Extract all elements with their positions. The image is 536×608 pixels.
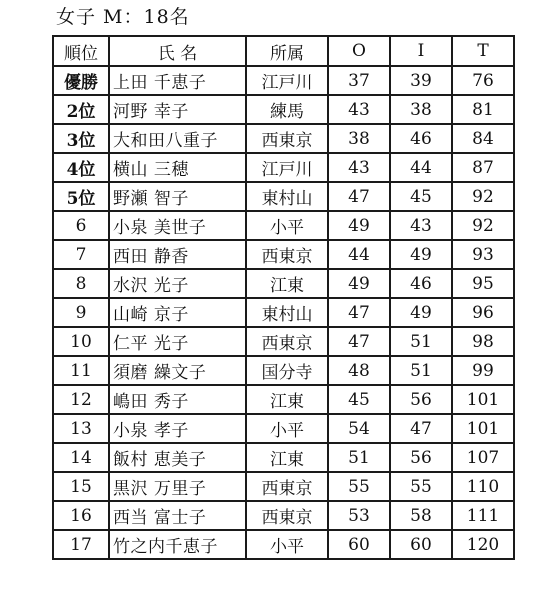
total-score-cell: 93 (452, 240, 514, 269)
club-cell: 西東京 (246, 240, 328, 269)
column-header-name: 氏 名 (109, 36, 246, 66)
table-header (53, 36, 514, 66)
table-row (53, 501, 514, 530)
in-score-cell: 51 (390, 356, 452, 385)
table-row (53, 124, 514, 153)
club-cell: 西東京 (246, 124, 328, 153)
rank-cell: 7 (53, 240, 109, 269)
table-row (53, 385, 514, 414)
rank-cell: 11 (53, 356, 109, 385)
table-row (53, 269, 514, 298)
total-score-cell: 99 (452, 356, 514, 385)
column-header-club: 所属 (246, 36, 328, 66)
table-body (53, 66, 514, 559)
club-cell: 江東 (246, 269, 328, 298)
name-cell: 飯村 恵美子 (109, 443, 246, 472)
rank-cell: 4位 (53, 153, 109, 182)
in-score-cell: 49 (390, 240, 452, 269)
in-score-cell: 46 (390, 269, 452, 298)
name-cell: 須磨 繰文子 (109, 356, 246, 385)
club-cell: 小平 (246, 211, 328, 240)
table-row (53, 327, 514, 356)
in-score-cell: 43 (390, 211, 452, 240)
table-row (53, 66, 514, 95)
table-row (53, 356, 514, 385)
club-cell: 江戸川 (246, 153, 328, 182)
table-row (53, 414, 514, 443)
rank-cell: 13 (53, 414, 109, 443)
club-cell: 江東 (246, 443, 328, 472)
rank-cell: 9 (53, 298, 109, 327)
total-score-cell: 76 (452, 66, 514, 95)
in-score-cell: 55 (390, 472, 452, 501)
club-cell: 東村山 (246, 298, 328, 327)
name-cell: 上田 千恵子 (109, 66, 246, 95)
total-score-cell: 87 (452, 153, 514, 182)
rank-cell: 17 (53, 530, 109, 559)
club-cell: 江東 (246, 385, 328, 414)
table-header-row (53, 36, 514, 66)
table-row (53, 95, 514, 124)
name-cell: 黒沢 万里子 (109, 472, 246, 501)
total-score-cell: 101 (452, 414, 514, 443)
in-score-cell: 38 (390, 95, 452, 124)
in-score-cell: 49 (390, 298, 452, 327)
rank-cell: 2位 (53, 95, 109, 124)
out-score-cell: 49 (328, 211, 390, 240)
out-score-cell: 51 (328, 443, 390, 472)
total-score-cell: 120 (452, 530, 514, 559)
table-row (53, 530, 514, 559)
column-header-out: O (328, 36, 390, 66)
rank-cell: 10 (53, 327, 109, 356)
column-header-in: I (390, 36, 452, 66)
total-score-cell: 98 (452, 327, 514, 356)
in-score-cell: 56 (390, 443, 452, 472)
out-score-cell: 43 (328, 153, 390, 182)
total-score-cell: 81 (452, 95, 514, 124)
name-cell: 大和田八重子 (109, 124, 246, 153)
name-cell: 竹之内千恵子 (109, 530, 246, 559)
out-score-cell: 48 (328, 356, 390, 385)
out-score-cell: 44 (328, 240, 390, 269)
rank-cell: 5位 (53, 182, 109, 211)
name-cell: 西田 静香 (109, 240, 246, 269)
out-score-cell: 60 (328, 530, 390, 559)
club-cell: 東村山 (246, 182, 328, 211)
rank-cell: 8 (53, 269, 109, 298)
table-row (53, 211, 514, 240)
out-score-cell: 54 (328, 414, 390, 443)
in-score-cell: 47 (390, 414, 452, 443)
name-cell: 水沢 光子 (109, 269, 246, 298)
out-score-cell: 43 (328, 95, 390, 124)
name-cell: 小泉 孝子 (109, 414, 246, 443)
out-score-cell: 53 (328, 501, 390, 530)
in-score-cell: 58 (390, 501, 452, 530)
club-cell: 西東京 (246, 327, 328, 356)
rank-cell: 12 (53, 385, 109, 414)
rank-cell: 16 (53, 501, 109, 530)
name-cell: 小泉 美世子 (109, 211, 246, 240)
club-cell: 国分寺 (246, 356, 328, 385)
table-row (53, 240, 514, 269)
in-score-cell: 60 (390, 530, 452, 559)
club-cell: 西東京 (246, 501, 328, 530)
total-score-cell: 101 (452, 385, 514, 414)
column-header-total: T (452, 36, 514, 66)
table-row (53, 182, 514, 211)
results-table (52, 35, 515, 560)
name-cell: 横山 三穂 (109, 153, 246, 182)
name-cell: 仁平 光子 (109, 327, 246, 356)
club-cell: 小平 (246, 414, 328, 443)
in-score-cell: 51 (390, 327, 452, 356)
out-score-cell: 47 (328, 298, 390, 327)
rank-cell: 14 (53, 443, 109, 472)
out-score-cell: 38 (328, 124, 390, 153)
rank-cell: 6 (53, 211, 109, 240)
rank-cell: 15 (53, 472, 109, 501)
out-score-cell: 45 (328, 385, 390, 414)
out-score-cell: 47 (328, 182, 390, 211)
name-cell: 河野 幸子 (109, 95, 246, 124)
out-score-cell: 49 (328, 269, 390, 298)
total-score-cell: 96 (452, 298, 514, 327)
total-score-cell: 95 (452, 269, 514, 298)
total-score-cell: 84 (452, 124, 514, 153)
table-row (53, 472, 514, 501)
table-row (53, 443, 514, 472)
name-cell: 野瀬 智子 (109, 182, 246, 211)
out-score-cell: 55 (328, 472, 390, 501)
in-score-cell: 44 (390, 153, 452, 182)
table-row (53, 153, 514, 182)
club-cell: 小平 (246, 530, 328, 559)
name-cell: 西当 富士子 (109, 501, 246, 530)
total-score-cell: 92 (452, 182, 514, 211)
table-row (53, 298, 514, 327)
total-score-cell: 92 (452, 211, 514, 240)
club-cell: 練馬 (246, 95, 328, 124)
out-score-cell: 37 (328, 66, 390, 95)
in-score-cell: 46 (390, 124, 452, 153)
total-score-cell: 111 (452, 501, 514, 530)
in-score-cell: 56 (390, 385, 452, 414)
total-score-cell: 110 (452, 472, 514, 501)
rank-cell: 優勝 (53, 66, 109, 95)
in-score-cell: 45 (390, 182, 452, 211)
total-score-cell: 107 (452, 443, 514, 472)
rank-cell: 3位 (53, 124, 109, 153)
club-cell: 西東京 (246, 472, 328, 501)
in-score-cell: 39 (390, 66, 452, 95)
out-score-cell: 47 (328, 327, 390, 356)
club-cell: 江戸川 (246, 66, 328, 95)
page-title: 女子 M：18名 (56, 6, 190, 28)
name-cell: 嶋田 秀子 (109, 385, 246, 414)
column-header-rank: 順位 (53, 36, 109, 66)
name-cell: 山崎 京子 (109, 298, 246, 327)
